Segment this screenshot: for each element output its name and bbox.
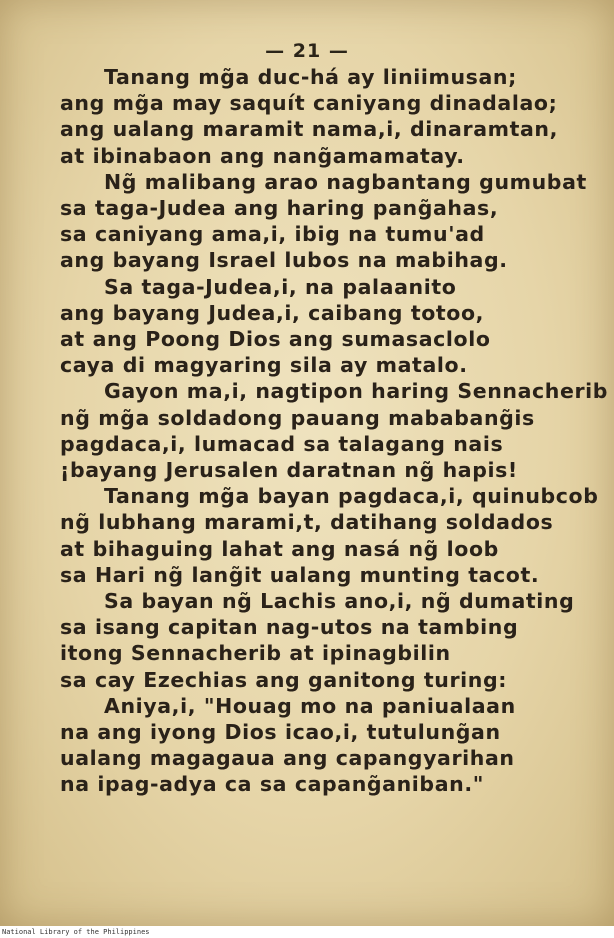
verse-line: ang bayang Judea,i, caibang totoo,: [60, 300, 485, 325]
verse-line: pagdaca,i, lumacad sa talagang nais: [60, 431, 504, 456]
verse-line: Tanang mg̃a bayan pagdaca,i, quinubcob: [104, 484, 599, 509]
stanza-6: [60, 588, 590, 693]
verse-line: ¡bayang Jerusalen daratnan ng̃ hapis!: [60, 458, 518, 483]
verse-line: ang ualang maramit nama,i, dinaramtan,: [60, 117, 559, 142]
stanza-5: [60, 483, 599, 588]
verse-line: sa cay Ezechias ang ganitong turing:: [60, 667, 508, 692]
verse-line: na ang iyong Dios icao,i, tutulung̃an: [60, 720, 501, 745]
stanza-1: [60, 64, 590, 169]
verse-line: ualang magagaua ang capangyarihan: [60, 746, 515, 771]
verse-line: Sa bayan ng̃ Lachis ano,i, ng̃ dumating: [104, 589, 575, 614]
library-credit: National Library of the Philippines: [2, 926, 614, 938]
verse-line: Ng̃ malibang arao nagbantang gumubat: [104, 169, 587, 194]
verse-line: sa Hari ng̃ lang̃it ualang munting tacot.: [60, 562, 540, 587]
verse-line: ang mg̃a may saquít caniyang dinadalao;: [60, 91, 558, 116]
verse-line: sa isang capitan nag-utos na tambing: [60, 615, 519, 640]
verse-line: at ibinabaon ang nang̃amamatay.: [60, 143, 465, 168]
verse-line: Gayon ma,i, nagtipon haring Sennacherib: [104, 379, 609, 404]
verse-line: ang bayang Israel lubos na mabihag.: [60, 248, 508, 273]
verse-line: caya di magyaring sila ay matalo.: [60, 353, 468, 378]
verse-line: sa caniyang ama,i, ibig na tumu'ad: [60, 222, 485, 247]
verse-line: ng̃ lubhang marami,t, datihang soldados: [60, 510, 554, 535]
stanza-2: [60, 169, 590, 274]
verse-line: sa taga-Judea ang haring pang̃ahas,: [60, 196, 499, 221]
verse-block: [60, 64, 609, 798]
verse-line: ng̃ mg̃a soldadong pauang mababang̃is: [60, 405, 535, 430]
verse-line: at ang Poong Dios ang sumasaclolo: [60, 327, 491, 352]
stanza-3: [60, 274, 590, 379]
verse-line: Sa taga-Judea,i, na palaanito: [104, 274, 457, 299]
verse-line: at bihaguing lahat ang nasá ng̃ loob: [60, 536, 499, 561]
stanza-4: [60, 378, 609, 483]
page-number: — 21 —: [265, 40, 349, 62]
verse-line: na ipag-adya ca sa capang̃aniban.": [60, 772, 485, 797]
verse-line: itong Sennacherib at ipinagbilin: [60, 641, 451, 666]
verse-line: Aniya,i, "Houag mo na paniualaan: [104, 693, 516, 718]
stanza-7: [60, 693, 590, 798]
verse-line: Tanang mg̃a duc-há ay liniimusan;: [104, 65, 517, 89]
